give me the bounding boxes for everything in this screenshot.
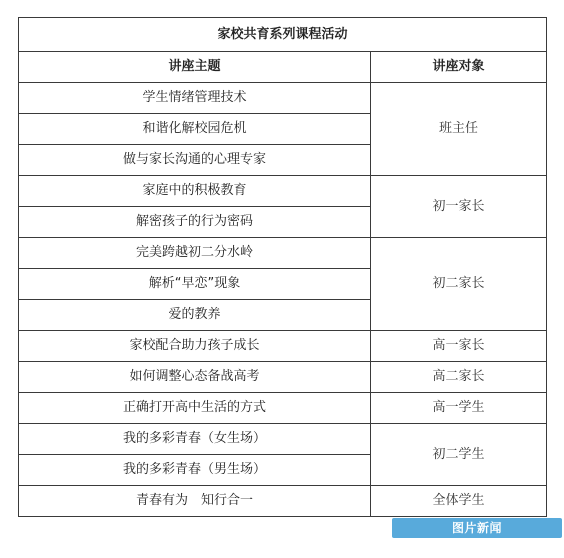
- topic-cell: [19, 455, 371, 486]
- topic-cell: [19, 486, 371, 517]
- audience-text: 初二学生: [432, 446, 485, 462]
- topic-cell: [19, 114, 371, 145]
- table-row: [19, 238, 547, 269]
- topic-text: 解析“早恋”现象: [148, 276, 241, 291]
- table-row: [19, 486, 547, 517]
- topic-cell: [19, 269, 371, 300]
- table-row: [19, 331, 547, 362]
- topic-text: 我的多彩青春（女生场）: [122, 431, 266, 446]
- topic-cell: [19, 331, 371, 362]
- audience-text: 高一学生: [432, 400, 485, 415]
- topic-text: 我的多彩青春（男生场）: [122, 462, 266, 477]
- topic-text: 做与家长沟通的心理专家: [122, 152, 266, 167]
- topic-text: 青春有为 知行合一: [135, 493, 253, 508]
- audience-text: 班主任: [439, 121, 479, 136]
- table-header-row: [19, 52, 547, 83]
- header-topic: [19, 52, 371, 83]
- audience-cell: [371, 486, 547, 517]
- table-row: [19, 393, 547, 424]
- audience-text: 高二家长: [432, 369, 485, 384]
- audience-cell: [371, 176, 547, 238]
- header-topic-text: 讲座主题: [168, 59, 221, 74]
- topic-text: 完美跨越初二分水岭: [135, 245, 253, 260]
- audience-cell: [371, 362, 547, 393]
- topic-text: 家庭中的积极教育: [142, 183, 247, 198]
- topic-text: 学生情绪管理技术: [142, 90, 247, 105]
- table-body: [19, 83, 547, 517]
- watermark-text: 图片新闻 www.bjhmxx.com: [414, 521, 540, 555]
- topic-cell: [19, 207, 371, 238]
- topic-cell: [19, 393, 371, 424]
- audience-text: 高一家长: [432, 338, 485, 353]
- table-row: [19, 424, 547, 455]
- table-title-text: 家校共育系列课程活动: [217, 26, 348, 42]
- topic-cell: [19, 83, 371, 114]
- audience-cell: [371, 331, 547, 362]
- topic-text: 如何调整心态备战高考: [129, 369, 260, 384]
- table-title-row: [19, 18, 547, 52]
- table-title: [19, 18, 547, 52]
- topic-cell: [19, 176, 371, 207]
- topic-text: 家校配合助力孩子成长: [129, 338, 260, 353]
- table-row: [19, 362, 547, 393]
- audience-text: 初一家长: [432, 198, 485, 214]
- topic-text: 正确打开高中生活的方式: [122, 400, 266, 415]
- topic-text: 爱的教养: [168, 307, 221, 322]
- table-row: [19, 83, 547, 114]
- audience-cell: [371, 238, 547, 331]
- header-audience-text: 讲座对象: [432, 59, 485, 74]
- header-audience: [371, 52, 547, 83]
- course-activity-table: [18, 17, 547, 517]
- topic-cell: [19, 362, 371, 393]
- audience-text: 全体学生: [432, 493, 485, 508]
- topic-text: 和谐化解校园危机: [142, 121, 247, 136]
- audience-cell: [371, 393, 547, 424]
- audience-cell: [371, 83, 547, 176]
- topic-cell: [19, 145, 371, 176]
- topic-text: 解密孩子的行为密码: [135, 214, 253, 229]
- topic-cell: [19, 238, 371, 269]
- topic-cell: [19, 424, 371, 455]
- site-watermark: [392, 518, 562, 555]
- audience-cell: [371, 424, 547, 486]
- topic-cell: [19, 300, 371, 331]
- table-row: [19, 176, 547, 207]
- audience-text: 初二家长: [432, 276, 485, 291]
